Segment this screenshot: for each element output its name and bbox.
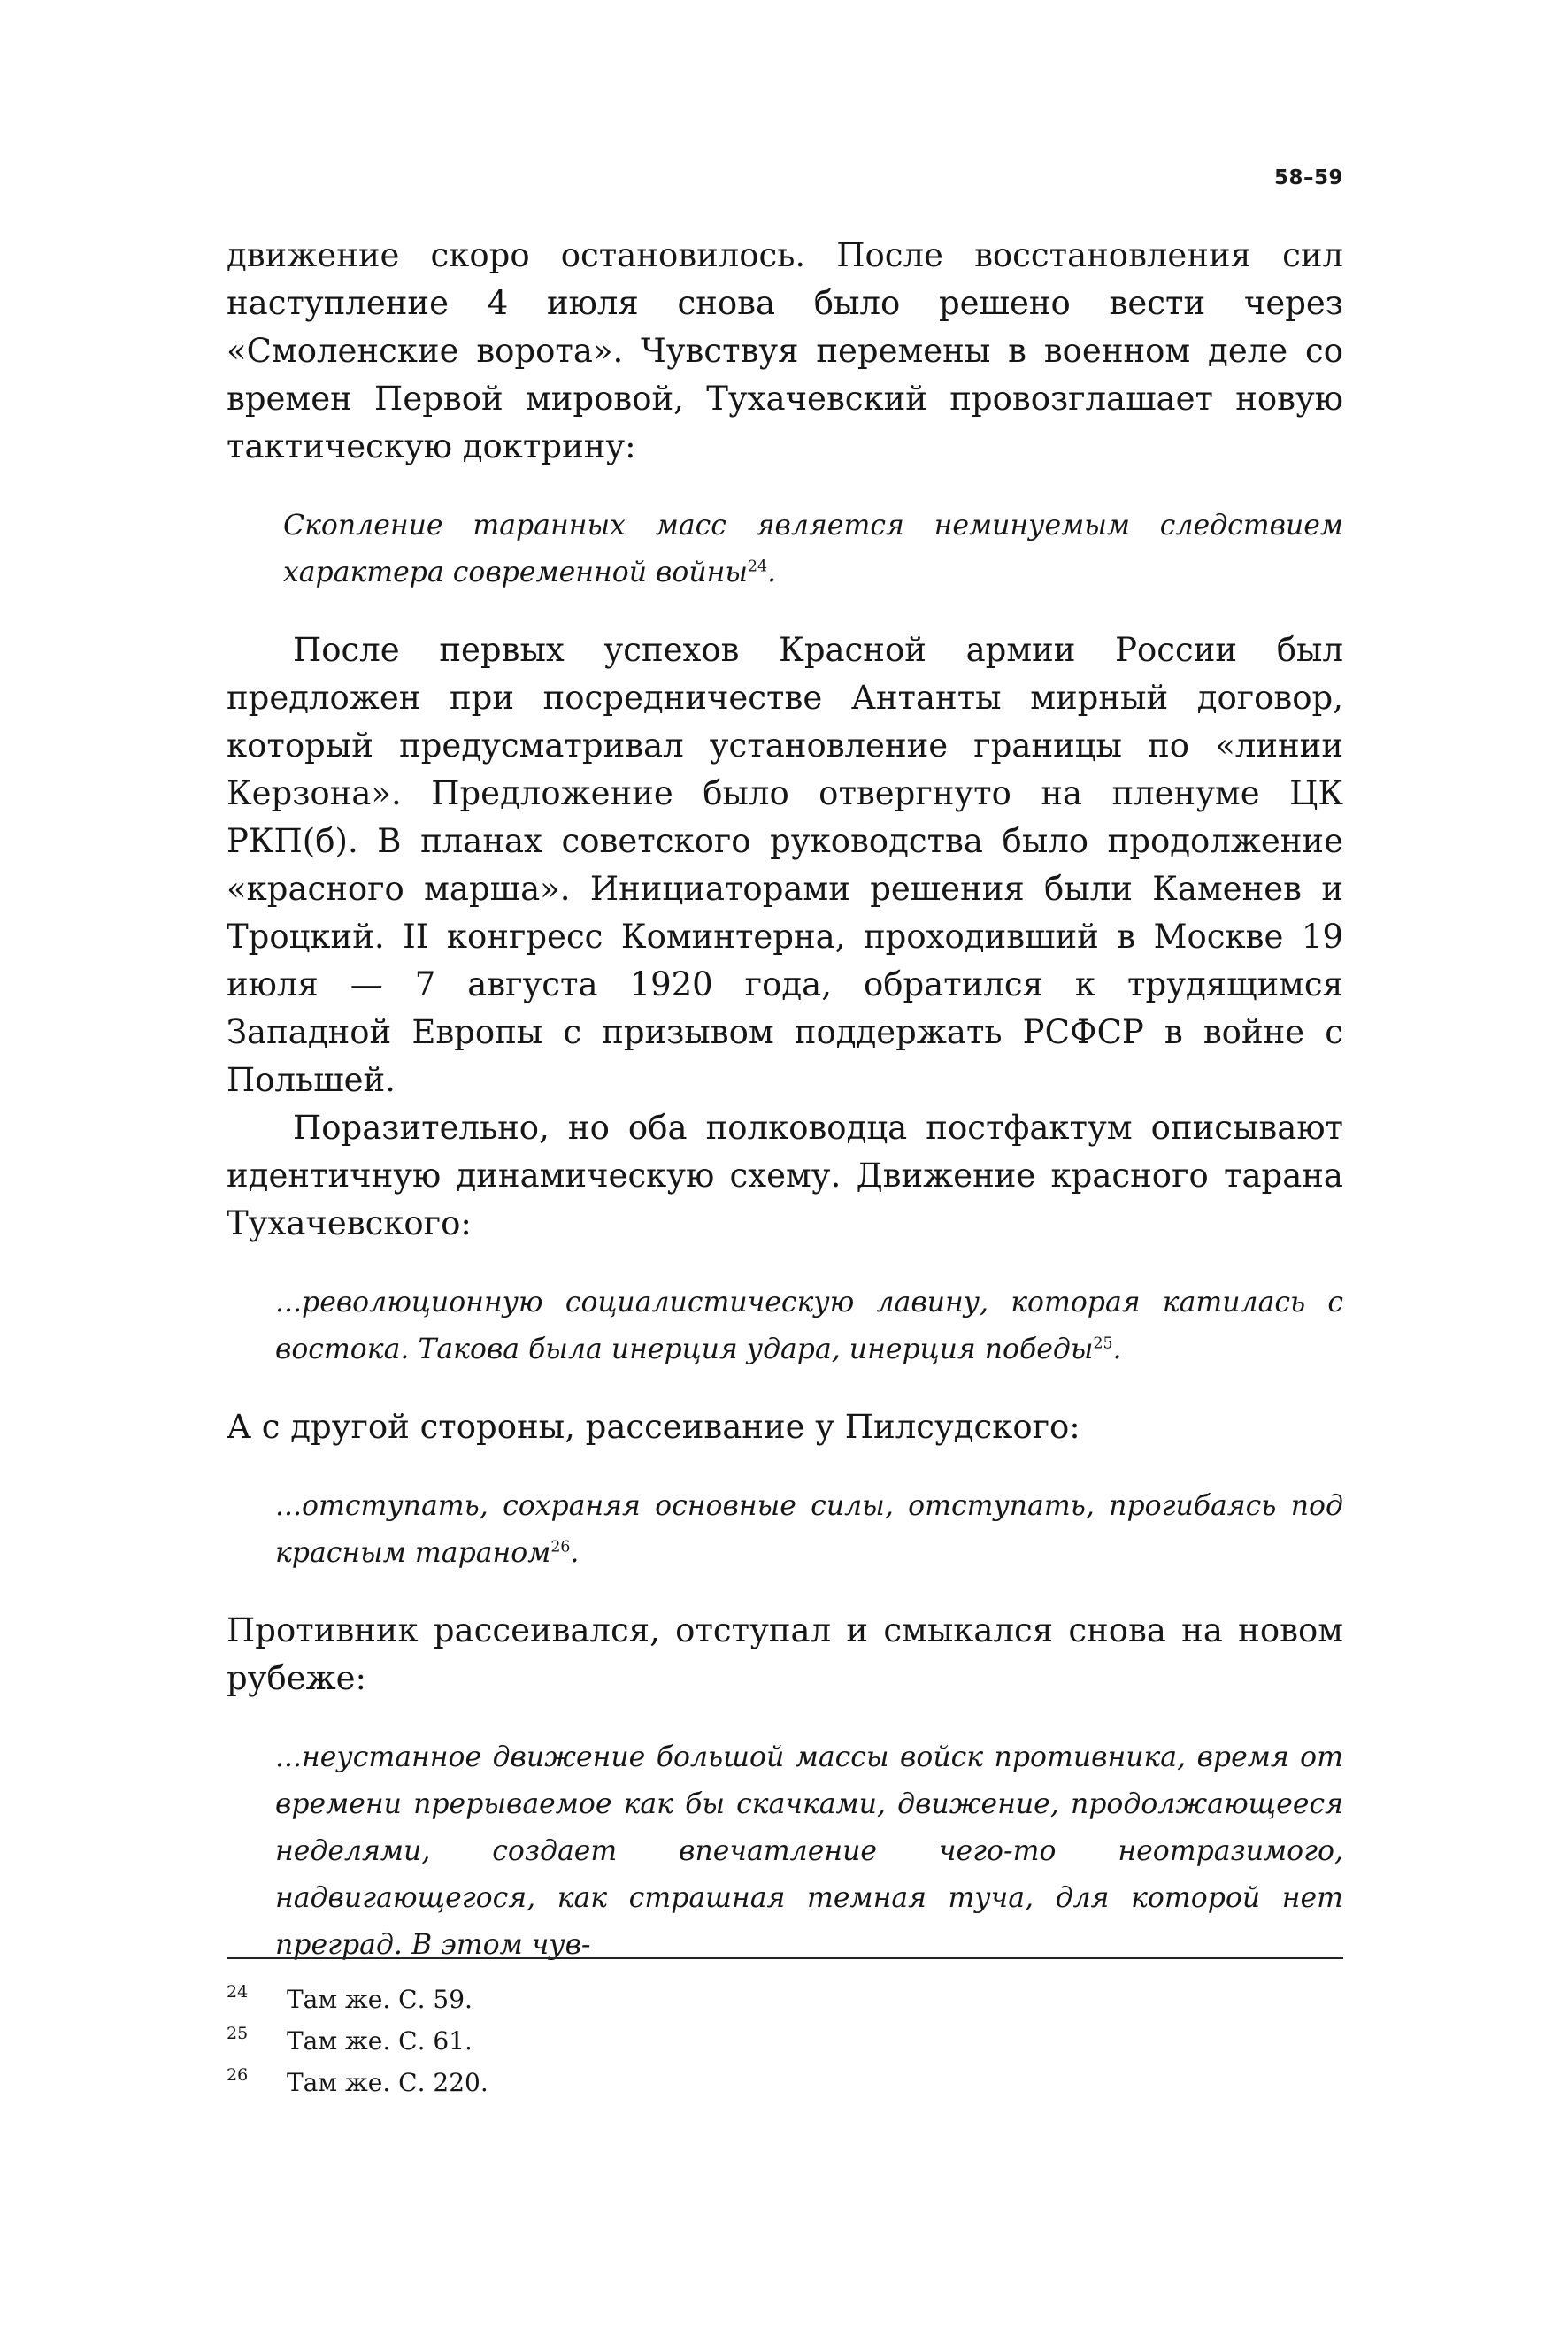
paragraph-3: Поразительно, но оба полководца постфактум описывают идентичную динамическую схему. Движение красного тарана Тухачевского: xyxy=(227,1109,1343,1242)
footnote-item xyxy=(227,1979,1343,2020)
main-text xyxy=(227,232,1343,1969)
quote-3: ...отступать, сохраняя основные силы, отступать, прогибаясь под красным тараном$^{26}$. xyxy=(275,1490,1343,1569)
footnote-divider xyxy=(227,1957,1343,1959)
paragraph-4: А с другой стороны, рассеивание у Пилсудского: xyxy=(227,1408,1080,1446)
footnote-number: 26 xyxy=(227,2065,249,2085)
footnote-number: 24 xyxy=(227,1982,249,2002)
footnote-ref-26: 26 xyxy=(550,1538,571,1556)
footnote-text: Там же. С. 61. xyxy=(287,2026,473,2056)
quote-2: ...революционную социалистическую лавину, которая катилась с востока. Такова была инерция удара, инерция победы$^{25}$. xyxy=(275,1287,1343,1365)
quote-2-text: ...революционную социалистическую лавину, которая катилась с востока. Такова была инерция удара, инерция победы xyxy=(275,1287,1343,1365)
footnote-text: Там же. С. 220. xyxy=(287,2068,488,2097)
paragraph-5: Противник рассеивался, отступал и смыкался снова на новом рубеже: xyxy=(227,1611,1343,1697)
footnote-item xyxy=(227,2020,1343,2062)
quote-1-text: Скопление таранных масс является неминуемым следствием характера современной войны xyxy=(283,510,1343,588)
footnote-item xyxy=(227,2062,1343,2103)
paragraph-1: движение скоро остановилось. После восстановления сил наступление 4 июля снова было решено вести через «Смоленские ворота». Чувствуя перемены в военном деле со времен Первой мировой, Тухачевский провозглашает новую тактическую доктрину: xyxy=(227,236,1343,465)
footnote-ref-25: 25 xyxy=(1093,1334,1113,1353)
paragraph-2: После первых успехов Красной армии России был предложен при посредничестве Антанты мирный договор, который предусматривал установление границы по «линии Керзона». Предложение было отвергнуто на пленуме ЦК РКП(б). В планах советского руководства было продолжение «красного марша». Инициаторами решения были Каменев и Троцкий. II конгресс Коминтерна, проходивший в Москве 19 июля — 7 августа 1920 года, обратился к трудящимся Западной Европы с призывом поддержать РСФСР в войне с Польшей. xyxy=(227,631,1343,1099)
page-number: 58–59 xyxy=(1273,166,1343,189)
footnote-number: 25 xyxy=(227,2024,249,2043)
quote-1: Скопление таранных масс является неминуемым следствием характера современной войны$^{24}$. xyxy=(283,510,1343,588)
quote-4: ...неустанное движение большой массы войск противника, время от времени прерываемое как бы скачками, движение, продолжающееся неделями, создает впечатление чего-то неотразимого, надвигающегося, как страшная темная туча, для которой нет преград. В этом чув- xyxy=(275,1741,1343,1961)
footnote-ref-24: 24 xyxy=(748,557,768,576)
footnote-text: Там же. С. 59. xyxy=(287,1985,473,2014)
quote-3-text: ...отступать, сохраняя основные силы, отступать, прогибаясь под красным тараном xyxy=(275,1490,1343,1569)
footnotes xyxy=(227,1979,1343,2103)
